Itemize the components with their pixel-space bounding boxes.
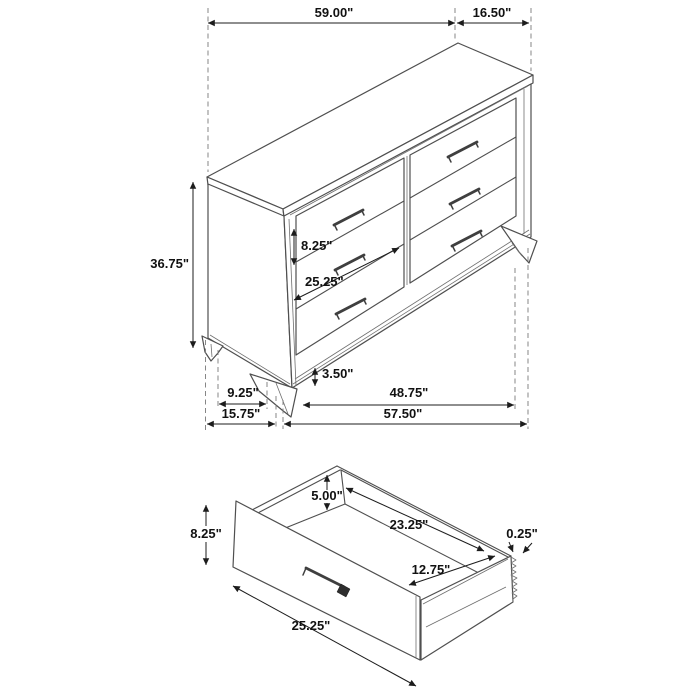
dim-label-top-width: 59.00" [314,5,354,20]
dim-label-front-panel-height: 8.25" [190,526,222,541]
dim-label-leg-inset: 9.25" [227,385,259,400]
dim-top-width [208,5,455,23]
dim-inner-depth-height [311,475,342,510]
dim-label-drawer-front-width: 25.25" [305,274,344,289]
drawer-box-figure [190,466,537,686]
dresser-figure [150,5,537,431]
dim-label-front-width: 25.25" [291,618,331,633]
dim-side-base-depth [207,406,275,424]
dim-front-panel-height [190,505,221,565]
dim-label-side-base-depth: 15.75" [221,406,261,421]
dim-label-overall-height: 36.75" [150,256,189,271]
dim-label-leg-height: 3.50" [322,366,354,381]
dim-label-inner-length: 23.25" [389,517,429,532]
dim-base-width [284,406,527,424]
dim-label-inner-depth-height: 5.00" [311,488,343,503]
dim-label-base-width: 57.50" [383,406,423,421]
dim-label-inner-width: 12.75" [411,562,451,577]
dresser-side-panel [208,184,292,388]
dim-label-wall-thickness: 0.25" [506,526,538,541]
dim-top-depth [457,5,529,23]
dim-wall-thickness [506,526,537,553]
dim-front-leg-span [303,385,514,405]
dim-inner-length [346,488,484,551]
dim-label-drawer-front-height: 8.25" [301,238,333,253]
dim-label-front-leg-span: 48.75" [389,385,429,400]
dim-overall-height [150,182,193,348]
dim-label-top-depth: 16.50" [472,5,512,20]
